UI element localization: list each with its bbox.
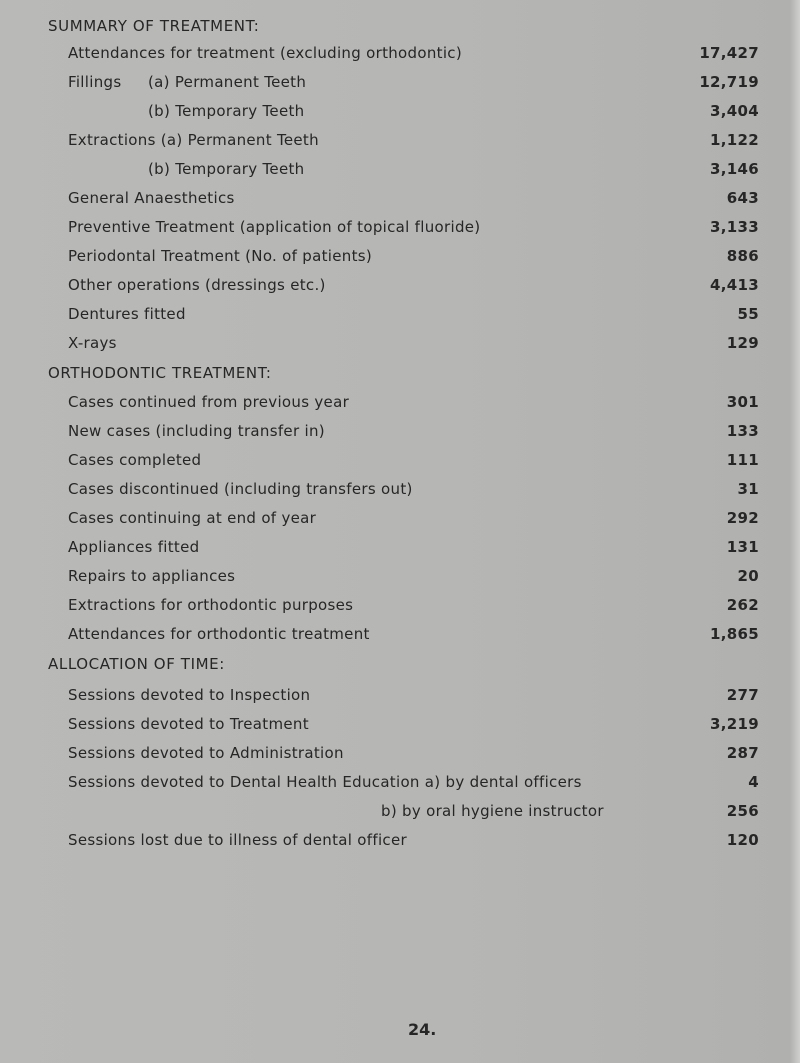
row-label: Attendances for orthodontic treatment — [68, 625, 370, 643]
row-label: Cases continued from previous year — [68, 393, 350, 411]
table-row — [0, 744, 800, 766]
row-value: 12,719 — [699, 73, 759, 91]
row-label: X-rays — [68, 334, 117, 352]
row-value: 4,413 — [710, 276, 759, 294]
allocation-heading: ALLOCATION OF TIME: — [48, 655, 225, 673]
table-row — [0, 480, 800, 502]
row-label: Periodontal Treatment (No. of patients) — [68, 247, 373, 265]
row-label: General Anaesthetics — [68, 189, 235, 207]
row-label: Other operations (dressings etc.) — [68, 276, 326, 294]
row-label: Dentures fitted — [68, 305, 186, 323]
row-value: 3,133 — [710, 218, 759, 236]
row-label: Cases completed — [68, 451, 202, 469]
table-row — [0, 160, 800, 182]
row-value: 262 — [726, 596, 759, 614]
table-row — [0, 422, 800, 444]
row-value: 301 — [726, 393, 759, 411]
row-value: 55 — [737, 305, 759, 323]
row-value: 120 — [726, 831, 759, 849]
row-value: 31 — [737, 480, 759, 498]
row-value: 1,865 — [710, 625, 759, 643]
row-value: 256 — [726, 802, 759, 820]
table-row — [0, 305, 800, 327]
table-row — [0, 715, 800, 737]
row-label: Extractions for orthodontic purposes — [68, 596, 354, 614]
table-row — [0, 686, 800, 708]
row-sublabel: b) by oral hygiene instructor — [381, 802, 604, 820]
row-label: Attendances for treatment (excluding orthodontic) — [68, 44, 462, 62]
row-value: 292 — [726, 509, 759, 527]
row-label: Sessions devoted to Treatment — [68, 715, 309, 733]
table-row — [0, 44, 800, 66]
table-row — [0, 596, 800, 618]
row-label: Cases continuing at end of year — [68, 509, 317, 527]
table-row — [0, 247, 800, 269]
table-row — [0, 625, 800, 647]
row-label: Fillings — [68, 73, 122, 91]
row-label: Sessions devoted to Administration — [68, 744, 344, 762]
table-row — [0, 189, 800, 211]
row-label: Cases discontinued (including transfers out) — [68, 480, 413, 498]
table-row — [0, 802, 800, 824]
row-value: 129 — [726, 334, 759, 352]
row-value: 3,146 — [710, 160, 759, 178]
row-label: Extractions (a) Permanent Teeth — [68, 131, 319, 149]
table-row — [0, 73, 800, 95]
row-label: Appliances fitted — [68, 538, 200, 556]
table-row — [0, 102, 800, 124]
table-row — [0, 567, 800, 589]
row-value: 287 — [726, 744, 759, 762]
table-row — [0, 131, 800, 153]
table-row — [0, 218, 800, 240]
row-sublabel: (b) Temporary Teeth — [148, 160, 305, 178]
page-number: 24. — [408, 1020, 437, 1039]
row-value: 3,404 — [710, 102, 759, 120]
table-row — [0, 509, 800, 531]
summary-heading: SUMMARY OF TREATMENT: — [48, 17, 260, 35]
table-row — [0, 334, 800, 356]
row-value: 17,427 — [699, 44, 759, 62]
row-label: Sessions devoted to Inspection — [68, 686, 311, 704]
row-sublabel: (a) Permanent Teeth — [148, 73, 307, 91]
table-row — [0, 773, 800, 795]
row-value: 277 — [726, 686, 759, 704]
table-row — [0, 393, 800, 415]
row-value: 20 — [737, 567, 759, 585]
row-value: 131 — [726, 538, 759, 556]
row-value: 3,219 — [710, 715, 759, 733]
row-sublabel: (b) Temporary Teeth — [148, 102, 305, 120]
table-row — [0, 276, 800, 298]
row-value: 886 — [726, 247, 759, 265]
row-label: Repairs to appliances — [68, 567, 236, 585]
row-label: Sessions lost due to illness of dental officer — [68, 831, 407, 849]
row-value: 133 — [726, 422, 759, 440]
table-row — [0, 538, 800, 560]
row-value: 1,122 — [710, 131, 759, 149]
row-label: Preventive Treatment (application of topical fluoride) — [68, 218, 481, 236]
table-row — [0, 831, 800, 853]
row-value: 4 — [748, 773, 759, 791]
row-value: 643 — [726, 189, 759, 207]
row-value: 111 — [726, 451, 759, 469]
table-row — [0, 451, 800, 473]
orthodontic-heading: ORTHODONTIC TREATMENT: — [48, 364, 272, 382]
row-label: Sessions devoted to Dental Health Education a) by dental officers — [68, 773, 582, 791]
row-label: New cases (including transfer in) — [68, 422, 325, 440]
